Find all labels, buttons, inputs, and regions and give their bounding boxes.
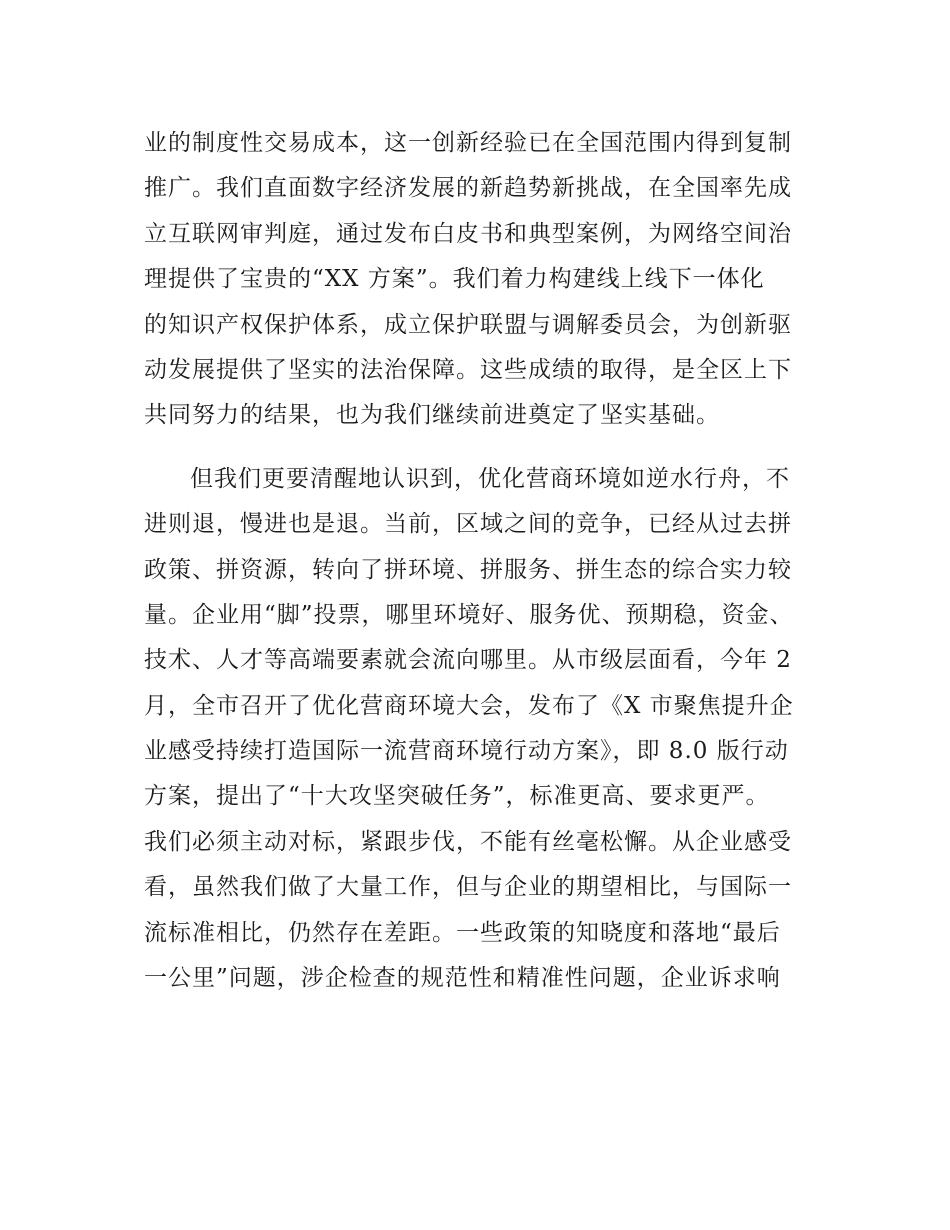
text-line: 但我们更要清醒地认识到，优化营商环境如逆水行舟，不 xyxy=(190,465,790,492)
text-line: 方案，提出了“十大攻坚突破任务”，标准更高、要求更严。 xyxy=(144,783,770,810)
text-line: 我们必须主动对标，紧跟步伐，不能有丝毫松懈。从企业感受 xyxy=(144,828,792,855)
text-line: 推广。我们直面数字经济发展的新趋势新挑战，在全国率先成 xyxy=(144,175,792,202)
text-line: 技术、人才等高端要素就会流向哪里。从市级层面看，今年 2 xyxy=(144,647,792,674)
text-line: 月，全市召开了优化营商环境大会，发布了《X 市聚焦提升企 xyxy=(144,692,794,719)
text-line: 一公里”问题，涉企检查的规范性和精准性问题，企业诉求响 xyxy=(144,965,781,992)
text-line: 动发展提供了坚实的法治保障。这些成绩的取得，是全区上下 xyxy=(144,356,792,383)
text-line: 政策、拼资源，转向了拼环境、拼服务、拼生态的综合实力较 xyxy=(144,556,792,583)
text-line: 业的制度性交易成本，这一创新经验已在全国范围内得到复制 xyxy=(144,130,792,156)
document-body xyxy=(144,124,824,1004)
text-line: 看，虽然我们做了大量工作，但与企业的期望相比，与国际一 xyxy=(144,874,792,901)
text-line: 的知识产权保护体系，成立保护联盟与调解委员会，为创新驱 xyxy=(144,311,792,338)
paragraph-gap xyxy=(144,442,824,460)
text-line: 立互联网审判庭，通过发布白皮书和典型案例，为网络空间治 xyxy=(144,220,792,247)
text-line: 共同努力的结果，也为我们继续前进奠定了坚实基础。 xyxy=(144,402,720,429)
text-line: 理提供了宝贵的“XX 方案”。我们着力构建线上线下一体化 xyxy=(144,266,765,293)
paragraph-2 xyxy=(144,460,824,1005)
text-line: 量。企业用“脚”投票，哪里环境好、服务优、预期稳，资金、 xyxy=(144,601,794,628)
paragraph-1 xyxy=(144,124,824,442)
text-line: 业感受持续打造国际一流营商环境行动方案》，即 8.0 版行动 xyxy=(144,738,789,765)
text-line: 进则退，慢进也是退。当前，区域之间的竞争，已经从过去拼 xyxy=(144,511,792,538)
text-line: 流标准相比，仍然存在差距。一些政策的知晓度和落地“最后 xyxy=(144,919,781,946)
